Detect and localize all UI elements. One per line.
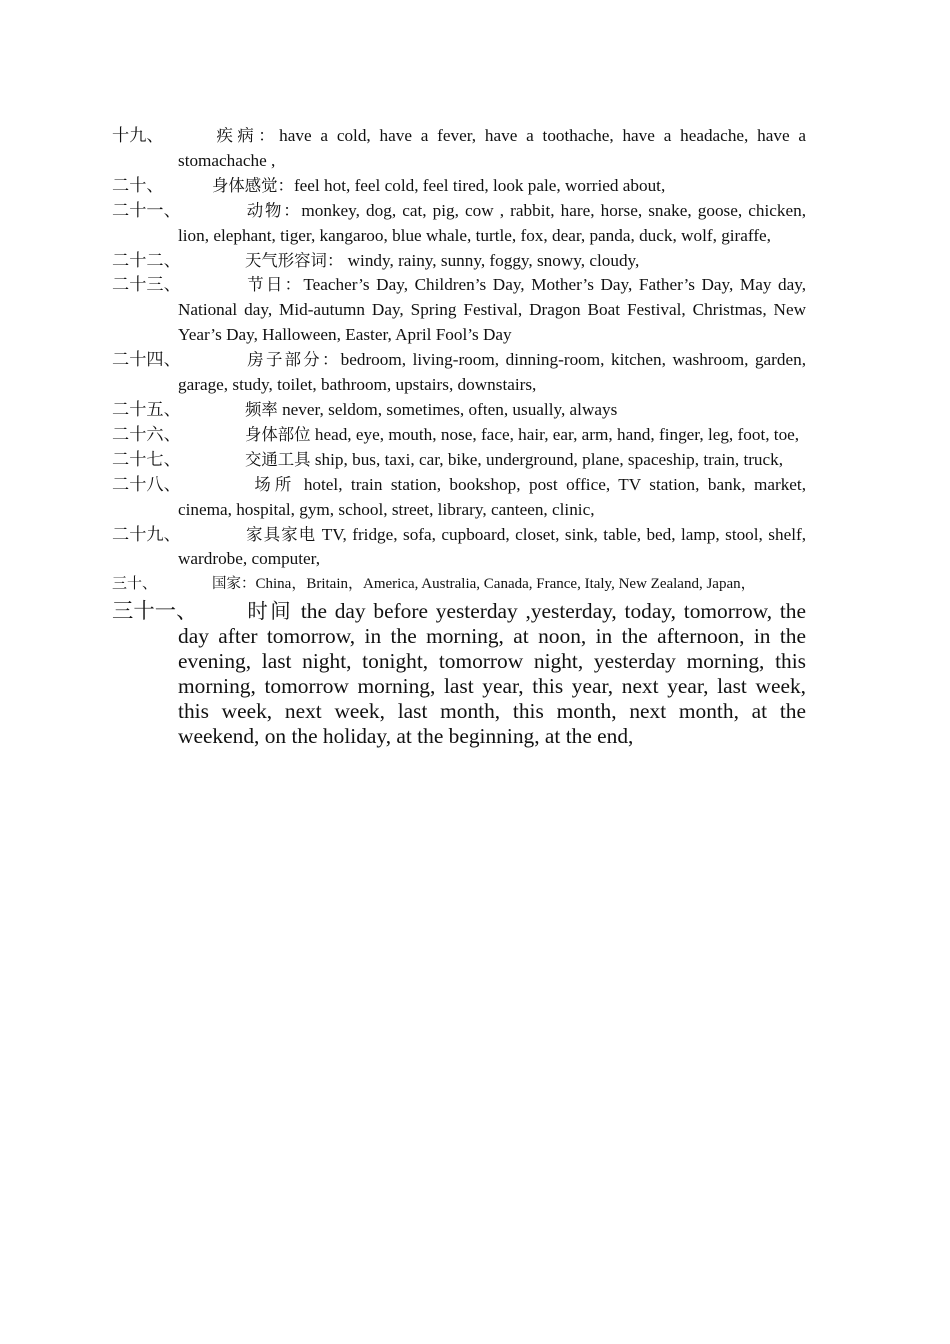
item-topic: 动物： <box>245 200 302 220</box>
item-words: never, seldom, sometimes, often, usually, always <box>277 399 618 419</box>
item-words: China，Britain，America, Australia, Canada, France, Italy, New Zealand, Japan， <box>255 576 756 593</box>
item-topic: 房子部分： <box>245 350 341 370</box>
list-item-transport <box>112 448 806 473</box>
item-words: head, eye, mouth, nose, face, hair, ear, arm, hand, finger, leg, foot, toe, <box>310 424 800 444</box>
item-topic: 时间 <box>245 599 294 624</box>
item-words: bedroom, living-room, dinning-room, kitchen, washroom, garden, garage, study, toilet, bathroom, upstairs, downstairs, <box>178 350 806 395</box>
list-item-house-parts <box>112 348 806 398</box>
list-item-illness <box>112 124 806 174</box>
item-topic: 国家： <box>212 576 256 593</box>
list-item-animals <box>112 199 807 249</box>
item-number: 二十九、 <box>112 524 181 544</box>
item-number: 三十、 <box>112 576 158 593</box>
item-number: 二十三、 <box>112 275 181 295</box>
item-words: have a cold, have a fever, have a toothache, have a headache, have a stomachache , <box>178 126 806 170</box>
item-number: 二十、 <box>112 175 164 195</box>
item-number: 二十四、 <box>112 350 181 370</box>
item-topic: 身体感觉： <box>212 175 294 195</box>
list-item-time <box>112 599 806 749</box>
item-number: 十九、 <box>112 126 164 145</box>
item-topic: 交通工具 <box>245 449 311 469</box>
list-item-body-feelings <box>112 174 806 199</box>
list-item-frequency <box>112 398 806 423</box>
item-words: the day before yesterday ,yesterday, today, tomorrow, the day after tomorrow, in the morning, at noon, in the afternoon, in the evening, last night, tonight, tomorrow night, yesterday morning, this morning, tomorrow morning, last year, this year, next year, last week, this week, next week, last month, this month, next month, at the weekend, on the holiday, at the beginning, at the end, <box>178 599 806 749</box>
item-number: 二十一、 <box>112 200 181 220</box>
list-item-countries <box>112 572 806 597</box>
item-words: monkey, dog, cat, pig, cow , rabbit, hare, horse, snake, goose, chicken, lion, elephant, tiger, kangaroo, blue whale, turtle, fox, dear, panda, duck, wolf, giraffe, <box>178 200 807 245</box>
list-item-furniture <box>112 523 807 573</box>
item-number: 二十六、 <box>112 424 181 444</box>
item-topic: 身体部位 <box>245 424 311 444</box>
item-number: 二十八、 <box>112 474 181 494</box>
item-topic: 天气形容词： <box>245 250 344 270</box>
item-number: 二十七、 <box>112 449 181 469</box>
item-topic: 家具家电 <box>245 524 317 544</box>
list-item-festivals <box>112 273 807 348</box>
item-topic: 场所 <box>245 474 296 494</box>
vocabulary-list <box>112 124 807 749</box>
item-number: 三十一、 <box>112 599 198 624</box>
item-words: hotel, train station, bookshop, post office, TV station, bank, market, cinema, hospital, gym, school, street, library, canteen, clinic, <box>178 474 807 519</box>
item-words: Teacher’s Day, Children’s Day, Mother’s Day, Father’s Day, May day, National day, Mid-autumn Day, Spring Festival, Dragon Boat Festival, Christmas, New Year’s Day, Halloween, Easter, April Fool’s Day <box>178 275 807 345</box>
item-words: windy, rainy, sunny, foggy, snowy, cloudy, <box>343 250 640 270</box>
item-topic: 频率 <box>245 399 278 419</box>
item-words: TV, fridge, sofa, cupboard, closet, sink, table, bed, lamp, stool, shelf, wardrobe, computer, <box>178 524 807 569</box>
item-words: feel hot, feel cold, feel tired, look pale, worried about, <box>293 175 666 195</box>
list-item-body-parts <box>112 423 806 448</box>
item-number: 二十五、 <box>112 399 181 419</box>
item-words: ship, bus, taxi, car, bike, underground, plane, spaceship, train, truck, <box>310 449 784 469</box>
list-item-weather <box>112 249 806 274</box>
item-number: 二十二、 <box>112 250 181 270</box>
list-item-places <box>112 473 807 523</box>
item-topic: 节日： <box>245 275 304 295</box>
item-topic: 疾病： <box>212 126 280 145</box>
